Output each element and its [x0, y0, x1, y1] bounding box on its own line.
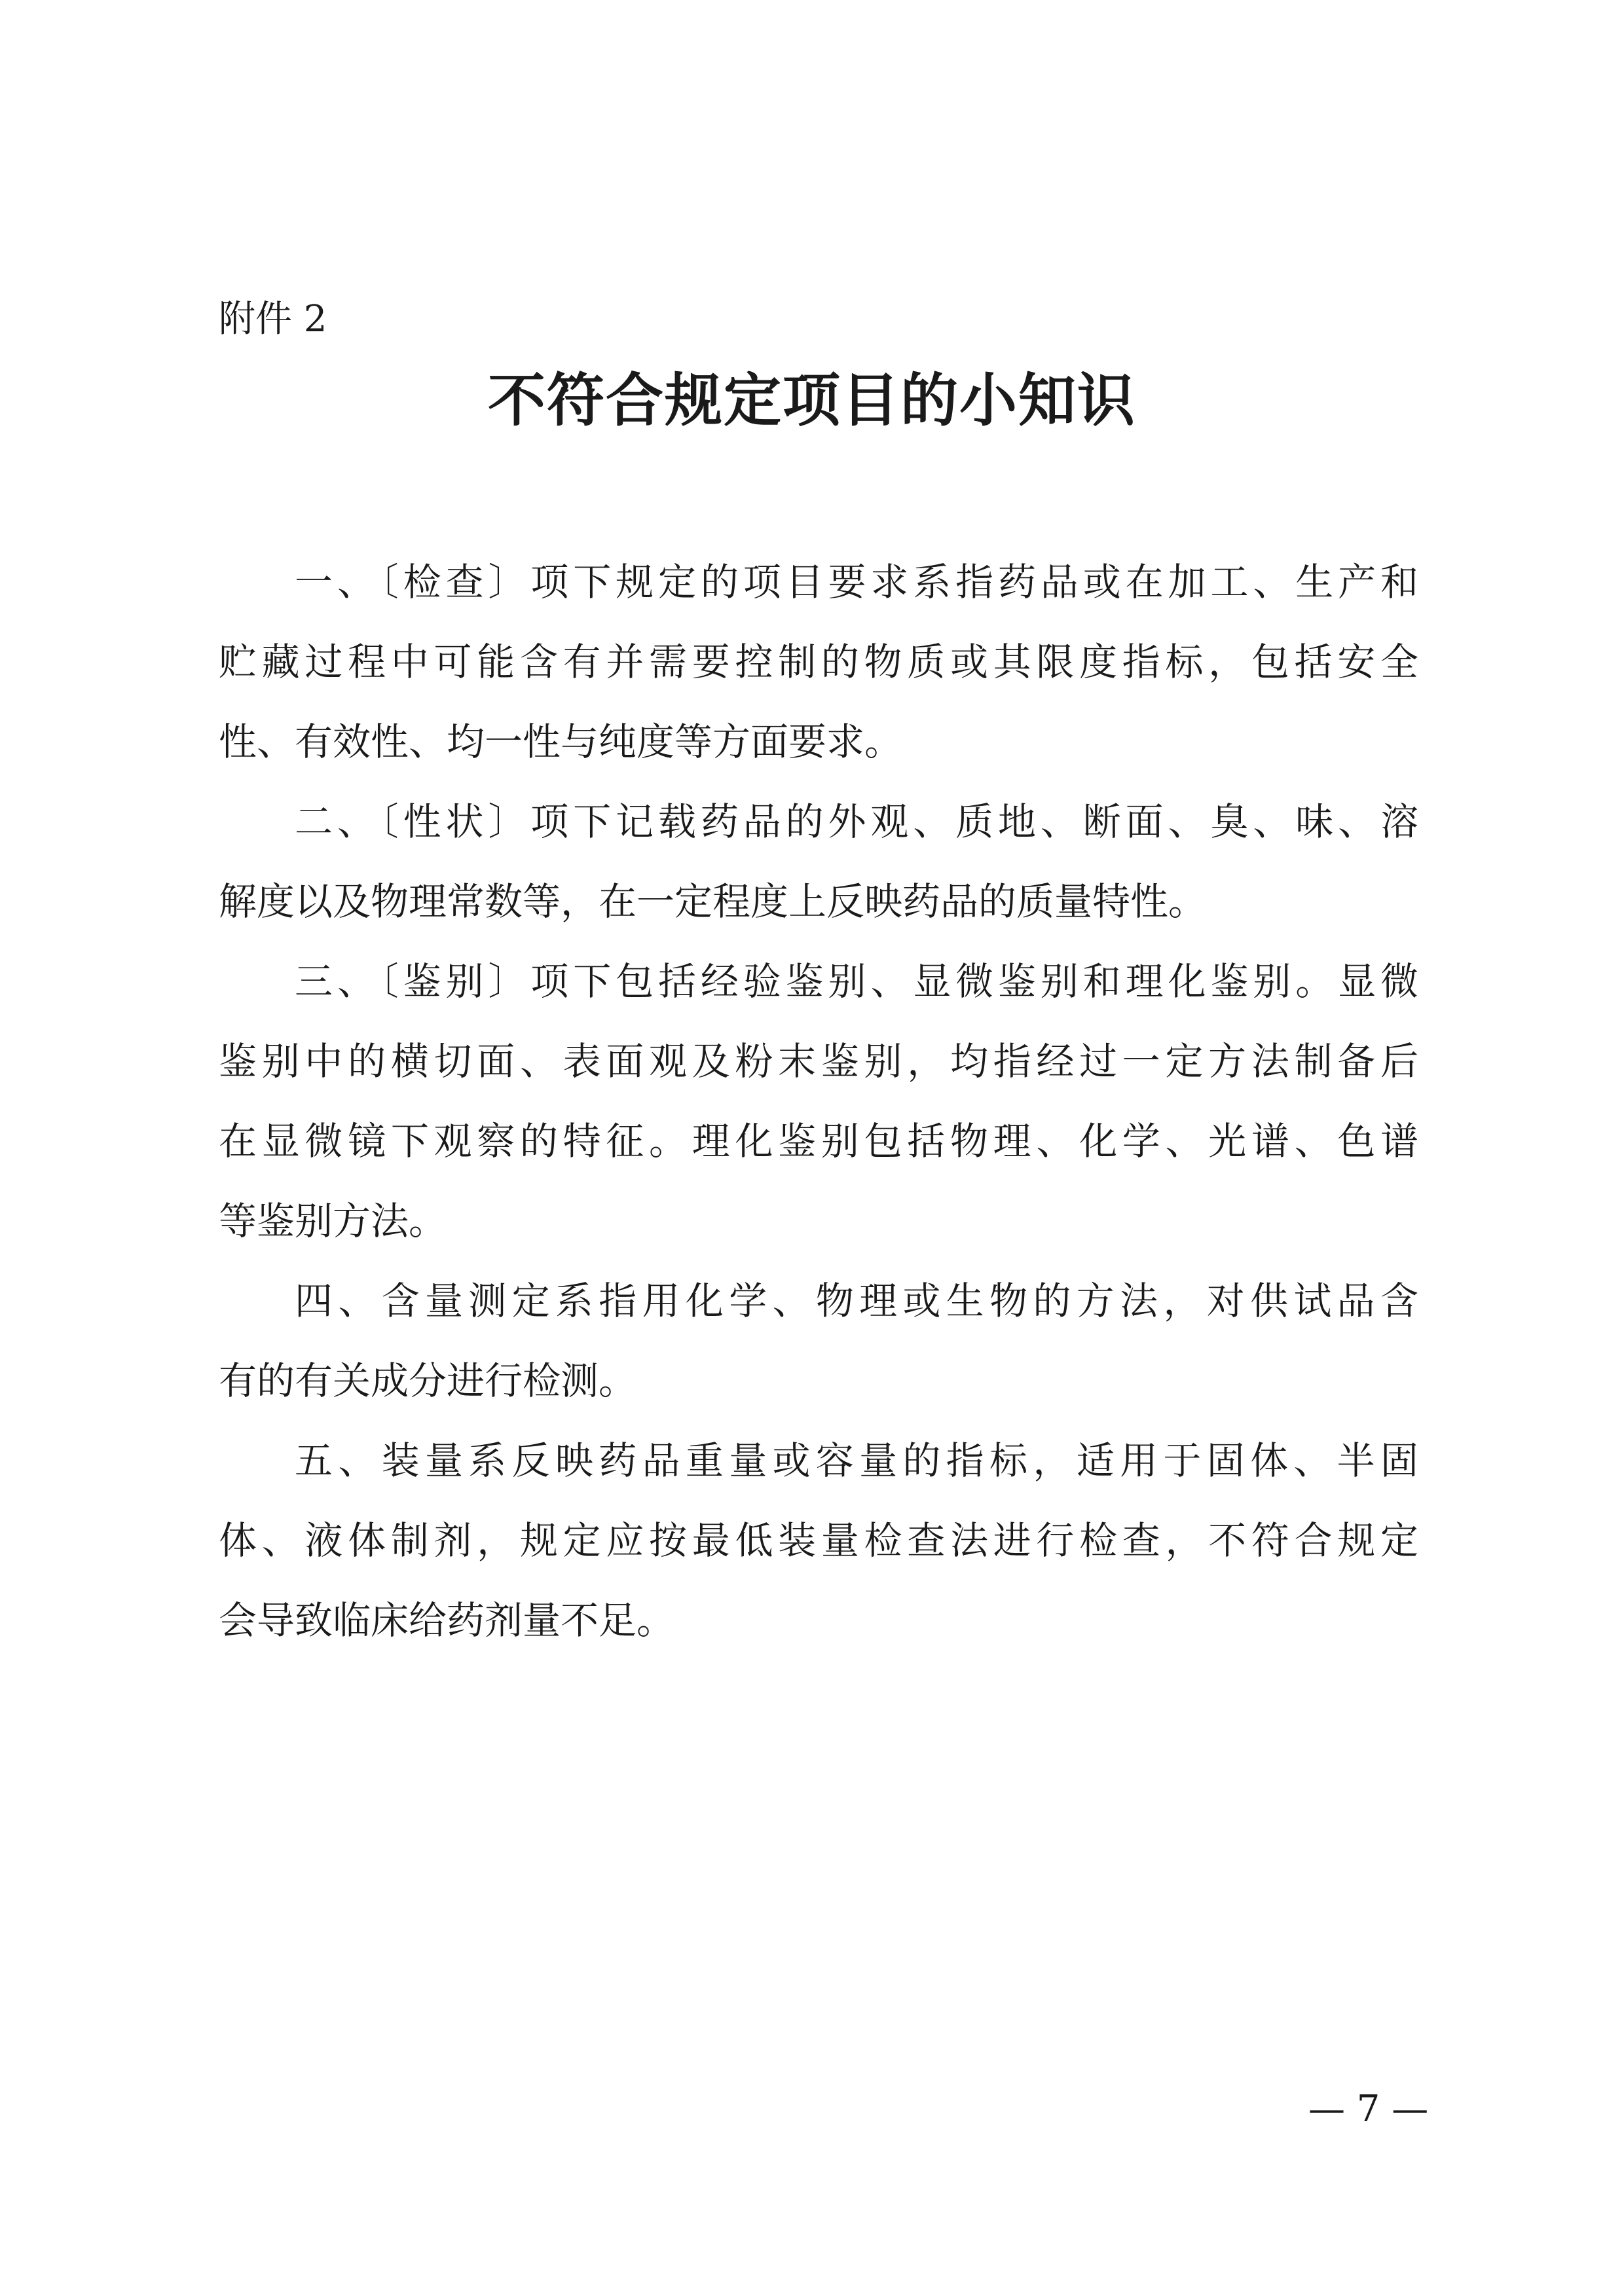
paragraph-fill-volume	[219, 1421, 1418, 1660]
paragraph-line: 三、〔鉴别〕项下包括经验鉴别、显微鉴别和理化鉴别。显微	[295, 959, 1418, 1004]
paragraph-line: 一、〔检查〕项下规定的项目要求系指药品或在加工、生产和	[295, 560, 1418, 604]
paragraph-line: 鉴别中的横切面、表面观及粉末鉴别，均指经过一定方法制备后	[219, 1039, 1418, 1084]
paragraph-line: 有的有关成分进行检测。	[219, 1358, 637, 1403]
paragraph-line: 体、液体制剂，规定应按最低装量检查法进行检查，不符合规定	[219, 1518, 1418, 1563]
paragraph-inspection	[219, 542, 1418, 782]
paragraph-line: 五、装量系反映药品重量或容量的指标，适用于固体、半固	[295, 1438, 1418, 1483]
paragraph-line: 在显微镜下观察的特征。理化鉴别包括物理、化学、光谱、色谱	[219, 1119, 1418, 1163]
paragraph-line: 等鉴别方法。	[219, 1199, 447, 1243]
page-number: — 7 —	[1308, 2088, 1429, 2130]
paragraph-identification	[219, 941, 1418, 1261]
paragraph-line: 贮藏过程中可能含有并需要控制的物质或其限度指标，包括安全	[219, 640, 1418, 684]
paragraph-line: 二、〔性状〕项下记载药品的外观、质地、断面、臭、味、溶	[295, 799, 1418, 844]
document-title: 不符合规定项目的小知识	[487, 367, 1136, 434]
paragraph-assay	[219, 1261, 1418, 1421]
paragraph-line: 会导致临床给药剂量不足。	[219, 1598, 675, 1643]
paragraph-line: 四、含量测定系指用化学、物理或生物的方法，对供试品含	[295, 1279, 1418, 1323]
paragraph-line: 解度以及物理常数等，在一定程度上反映药品的质量特性。	[219, 879, 1207, 924]
paragraph-line: 性、有效性、均一性与纯度等方面要求。	[219, 720, 903, 764]
attachment-label: 附件 2	[219, 298, 327, 340]
paragraph-appearance	[219, 782, 1418, 941]
document-body	[219, 542, 1418, 1660]
